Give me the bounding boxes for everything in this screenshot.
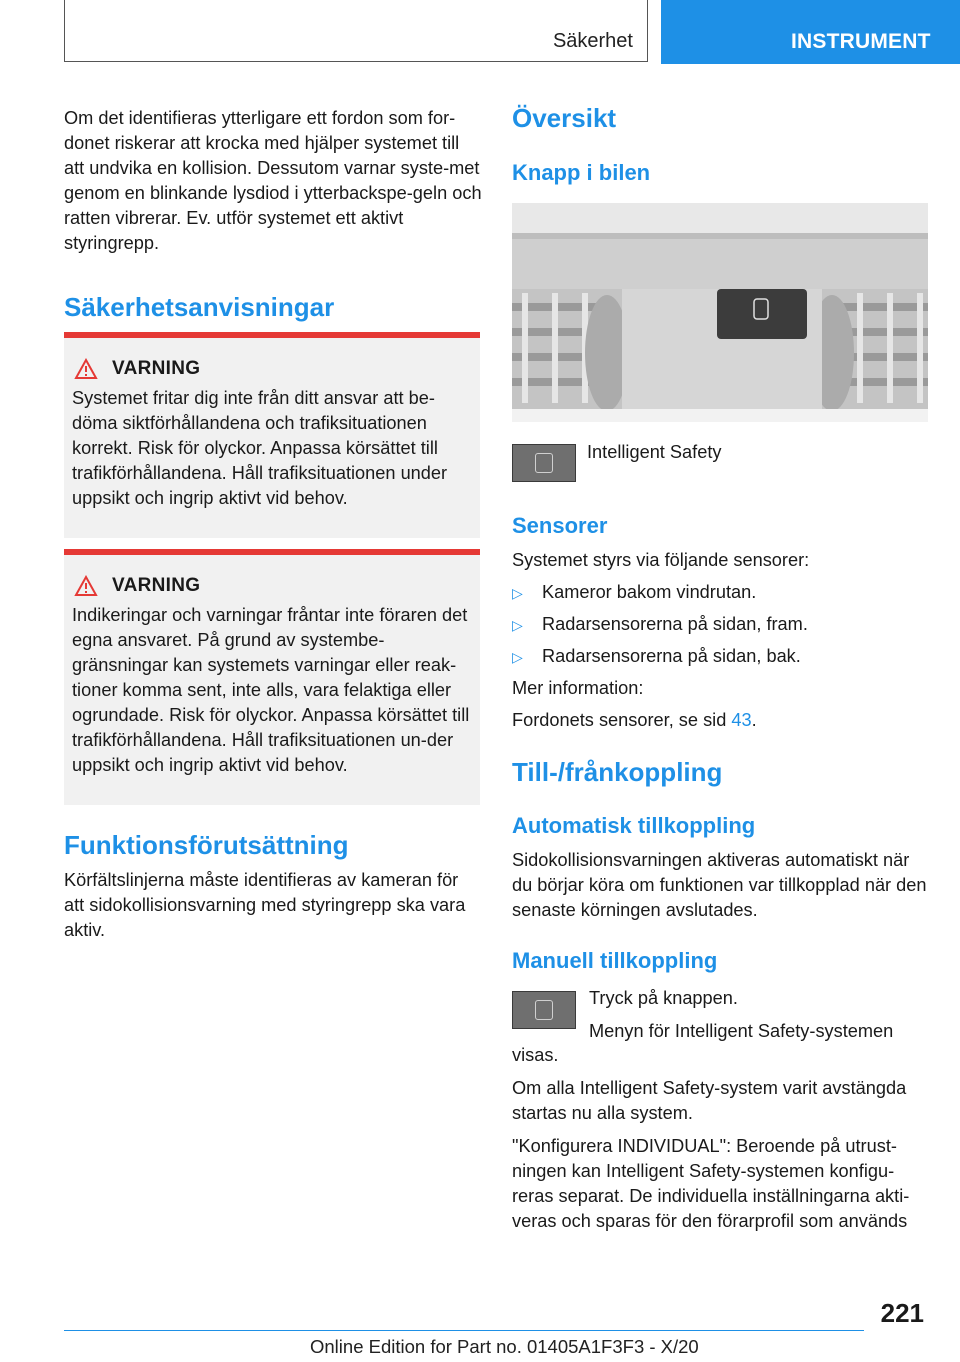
warning-icon xyxy=(74,575,98,597)
heading-button: Knapp i bilen xyxy=(512,160,651,185)
warning-box-1 xyxy=(64,332,480,538)
sensor-reference: Fordonets sensorer, se sid 43. xyxy=(512,710,757,730)
config-paragraph: "Konfigurera INDIVIDUAL": Beroende på utrust-ningen kan Intelligent Safety-systemen konfigu-reras separat. De individuella inställningarna akti-veras och sparas för den förarprofil som används xyxy=(512,1136,910,1231)
intelligent-safety-button-icon xyxy=(512,444,576,482)
heading-function: Funktionsförutsättning xyxy=(64,830,349,860)
sensor-item: ▷ Kameror bakom vindrutan. xyxy=(512,582,757,602)
auto-paragraph: Sidokollisionsvarningen aktiveras automatiskt när du börjar köra om funktionen var tillkopplad när den senaste körningen avslutades. xyxy=(512,850,927,920)
footer-edition: Online Edition for Part no. 01405A1F3F3 - X/20 xyxy=(310,1336,699,1357)
heading-manual: Manuell tillkoppling xyxy=(512,948,718,973)
manual-step-2b: visas. xyxy=(512,1045,559,1065)
header-section-box xyxy=(64,0,648,62)
heading-safety: Säkerhetsanvisningar xyxy=(64,292,335,322)
all-off-paragraph: Om alla Intelligent Safety-system varit avstängda startas nu alla system. xyxy=(512,1078,907,1123)
warning-label: VARNING xyxy=(112,358,201,379)
page-link[interactable]: 43 xyxy=(731,710,752,730)
triangle-bullet-icon: ▷ xyxy=(512,585,523,601)
manual-step-2: Menyn för Intelligent Safety-systemen xyxy=(589,1021,894,1041)
heading-sensors: Sensorer xyxy=(512,513,608,538)
warning-title-1 xyxy=(72,358,472,380)
heading-on-off: Till-/frånkoppling xyxy=(512,757,723,787)
header-section: Säkerhet xyxy=(552,30,633,52)
triangle-bullet-icon: ▷ xyxy=(512,617,523,633)
warning-text-2: Indikeringar och varningar fråntar inte föraren det egna ansvaret. På grund av systembe-gränsningar kan systemets varningar eller reak-tioner komma sent, inte alls, vara felaktiga eller ogrundade. Risk för olyckor. Anpassa körsättet till trafikförhållandena. Håll trafiksituationen un-der uppsikt och ingrip aktivt vid behov. xyxy=(72,605,470,775)
warning-box-2 xyxy=(64,549,480,805)
footer-divider xyxy=(64,1330,864,1331)
warning-text-1: Systemet fritar dig inte från ditt ansvar att be-döma siktförhållandena och trafiksituationen korrekt. Risk för olyckor. Anpassa körsättet till trafikförhållandena. Håll trafiksituationen under uppsikt och ingrip aktivt vid behov. xyxy=(72,388,448,508)
intelligent-safety-label: Intelligent Safety xyxy=(587,442,722,462)
intelligent-safety-button-icon xyxy=(512,991,576,1029)
function-paragraph: Körfältslinjerna måste identifieras av kameran för att sidokollisionsvarning med styringrepp ska vara aktiv. xyxy=(64,870,466,940)
header-chapter-tab xyxy=(661,0,960,64)
manual-step-1: Tryck på knappen. xyxy=(589,988,738,1008)
warning-title-2 xyxy=(72,575,472,597)
heading-overview: Översikt xyxy=(512,103,617,133)
sensor-item: ▷ Radarsensorerna på sidan, fram. xyxy=(512,614,808,634)
more-info: Mer information: xyxy=(512,678,644,698)
warning-icon xyxy=(74,358,98,380)
dashboard-photo xyxy=(512,203,928,422)
triangle-bullet-icon: ▷ xyxy=(512,649,523,665)
page-number: 221 xyxy=(880,1298,924,1328)
heading-auto: Automatisk tillkoppling xyxy=(512,813,756,838)
intro-paragraph: Om det identifieras ytterligare ett fordon som for-donet riskerar att krocka med hjälper systemet till att undvika en kollision. Dessutom varnar syste-met genom en blinkande lysdiod i ytterbackspe-geln och ratten vibrerar. Ev. utför systemet ett aktivt styringrepp. xyxy=(64,108,482,253)
sensors-intro: Systemet styrs via följande sensorer: xyxy=(512,550,810,570)
warning-label: VARNING xyxy=(112,575,201,596)
header-chapter: INSTRUMENT xyxy=(791,30,931,53)
sensor-item: ▷ Radarsensorerna på sidan, bak. xyxy=(512,646,801,666)
